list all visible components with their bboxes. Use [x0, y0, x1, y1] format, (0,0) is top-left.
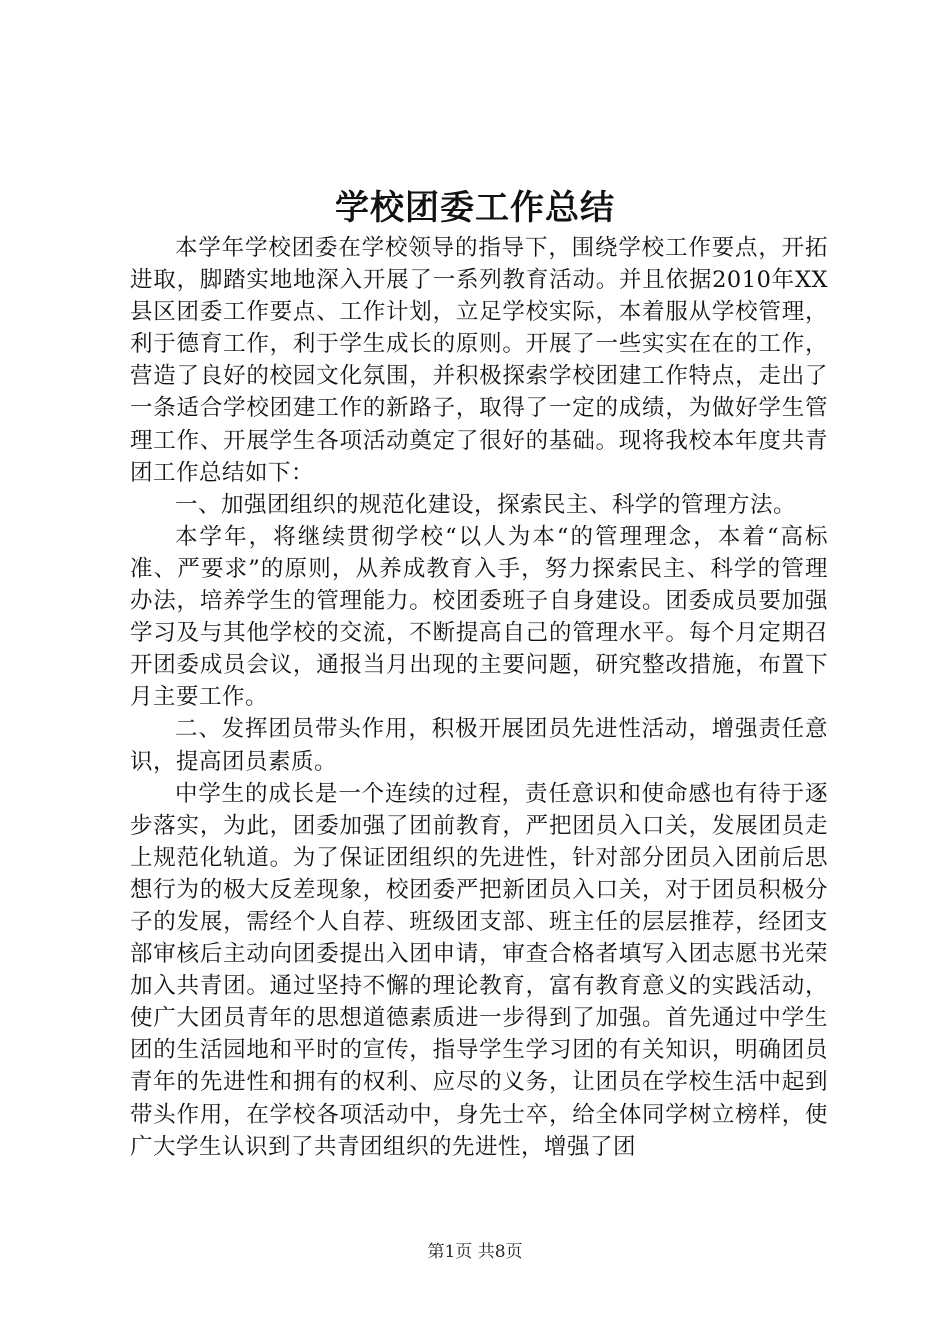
- document-title: 学校团委工作总结: [335, 188, 615, 228]
- paragraph-section-2: 中学生的成长是一个连续的过程，责任意识和使命感也有待于逐步落实，为此，团委加强了团前教育，严把团员入口关，发展团员走上规范化轨道。为了保证团组织的先进性，针对部分团员入团前后思想行为的极大反差现象，校团委严把新团员入口关，对于团员积极分子的发展，需经个人自荐、班级团支部、班主任的层层推荐，经团支部审核后主动向团委提出入团申请，审查合格者填写入团志愿书光荣加入共青团。通过坚持不懈的理论教育，富有教育意义的实践活动，使广大团员青年的思想道德素质进一步得到了加强。首先通过中学生团的生活园地和平时的宣传，指导学生学习团的有关知识，明确团员青年的先进性和拥有的权利、应尽的义务，让团员在学校生活中起到带头作用，在学校各项活动中，身先士卒，给全体同学树立榜样，使广大学生认识到了共青团组织的先进性，增强了团: [130, 780, 828, 1160]
- section-heading-2: 二、发挥团员带头作用，积极开展团员先进性活动，增强责任意识，提高团员素质。: [130, 716, 828, 775]
- document-body: [130, 232, 828, 1163]
- paragraph-section-1: 本学年，将继续贯彻学校“以人为本“的管理理念，本着“高标准、严要求”的原则，从养成教育入手，努力探索民主、科学的管理办法，培养学生的管理能力。校团委班子自身建设。团委成员要加强学习及与其他学校的交流，不断提高自己的管理水平。每个月定期召开团委成员会议，通报当月出现的主要问题，研究整改措施，布置下月主要工作。: [130, 523, 828, 711]
- paragraph-intro: 本学年学校团委在学校领导的指导下，围绕学校工作要点，开拓进取，脚踏实地地深入开展了一系列教育活动。并且依据2010年XX县区团委工作要点、工作计划，立足学校实际，本着服从学校管理，利于德育工作，利于学生成长的原则。开展了一些实实在在的工作，营造了良好的校园文化氛围，并积极探索学校团建工作特点，走出了一条适合学校团建工作的新路子，取得了一定的成绩，为做好学生管理工作、开展学生各项活动奠定了很好的基础。现将我校本年度共青团工作总结如下：: [130, 235, 828, 486]
- section-heading-1: 一、加强团组织的规范化建设，探索民主、科学的管理方法。: [175, 491, 797, 518]
- page-footer: 第1页 共8页: [427, 1242, 523, 1262]
